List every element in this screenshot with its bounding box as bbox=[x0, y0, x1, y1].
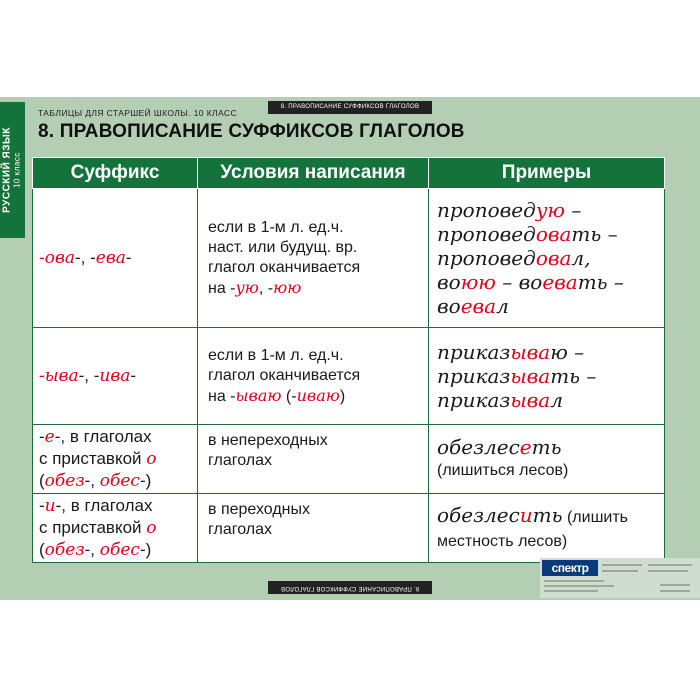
condition-line: глаголах bbox=[208, 452, 272, 469]
table-row bbox=[33, 494, 665, 563]
fine-print bbox=[602, 564, 642, 566]
text: ть bbox=[531, 435, 562, 459]
text: ть – bbox=[571, 222, 618, 246]
rules-table bbox=[32, 157, 665, 563]
text: во bbox=[437, 294, 461, 318]
example-line bbox=[437, 388, 658, 412]
text: проповед bbox=[437, 222, 536, 246]
condition-cell bbox=[198, 494, 429, 563]
example-meaning: местность лесов) bbox=[437, 532, 568, 550]
text: -, bbox=[84, 471, 100, 490]
condition-line: глагол оканчивается bbox=[208, 366, 361, 384]
publisher-block bbox=[540, 558, 700, 598]
separator-text: -, - bbox=[78, 366, 100, 385]
fine-print bbox=[544, 590, 598, 592]
condition-line bbox=[208, 278, 420, 299]
suffix-line bbox=[39, 470, 193, 492]
example-line bbox=[437, 246, 658, 270]
text: , - bbox=[258, 279, 274, 297]
condition-line: если в 1-м л. ед.ч. bbox=[208, 218, 344, 236]
example-cell bbox=[429, 425, 665, 494]
example-cell bbox=[429, 494, 665, 563]
text: ть bbox=[532, 502, 563, 527]
text: л bbox=[496, 294, 509, 318]
condition-cell bbox=[198, 189, 429, 328]
example-line bbox=[437, 198, 658, 222]
suffix-cell bbox=[33, 328, 198, 425]
ending-text: ую bbox=[535, 198, 566, 222]
text: ть – bbox=[550, 364, 597, 388]
fine-print bbox=[602, 570, 638, 572]
text: ( bbox=[39, 471, 45, 490]
table-header-row bbox=[33, 158, 665, 189]
condition-line bbox=[208, 386, 420, 407]
suffix-line bbox=[39, 495, 193, 517]
example-line bbox=[437, 503, 658, 530]
suffix-text: ева bbox=[95, 248, 126, 268]
text: на - bbox=[208, 279, 236, 297]
condition-line: глаголах bbox=[208, 521, 272, 538]
condition-line: в непереходных bbox=[208, 432, 328, 449]
example-line bbox=[437, 364, 658, 388]
example-line bbox=[437, 270, 658, 294]
condition-line: в переходных bbox=[208, 501, 310, 518]
table-row bbox=[33, 425, 665, 494]
suffix-line bbox=[39, 517, 193, 539]
suffix-text: ева bbox=[542, 270, 578, 294]
suffix-line bbox=[39, 426, 193, 448]
text: – во bbox=[495, 270, 543, 294]
text: ( bbox=[39, 540, 45, 559]
example-line bbox=[437, 435, 658, 459]
text: -) bbox=[139, 471, 152, 490]
text: ) bbox=[339, 387, 346, 405]
example-line bbox=[437, 222, 658, 246]
header-conditions: Условия написания bbox=[198, 158, 429, 189]
separator-text: -, - bbox=[75, 248, 96, 267]
text: ю – bbox=[550, 340, 585, 364]
suffix-text: и bbox=[519, 502, 533, 527]
suffix-text: ева bbox=[460, 294, 497, 318]
text: -, в глаголах bbox=[54, 427, 152, 446]
text: во bbox=[437, 270, 461, 294]
table-row bbox=[33, 328, 665, 425]
suffix-cell bbox=[33, 494, 198, 563]
suffix-text: ива bbox=[99, 366, 131, 386]
text: – bbox=[565, 198, 582, 222]
header-examples: Примеры bbox=[429, 158, 665, 189]
example-line bbox=[437, 294, 658, 318]
text: (- bbox=[281, 387, 297, 405]
text: л, bbox=[571, 246, 591, 270]
fine-print bbox=[544, 585, 614, 587]
grade-label: 10 класс bbox=[12, 152, 22, 188]
example-meaning: (лишиться лесов) bbox=[437, 462, 569, 479]
example-cell bbox=[429, 328, 665, 425]
separator-text: - bbox=[125, 248, 132, 267]
text: на - bbox=[208, 387, 236, 405]
text: ть – bbox=[577, 270, 624, 294]
prefix-text: обес bbox=[99, 540, 140, 560]
text: обезлес bbox=[437, 435, 520, 459]
suffix-text: -ыва bbox=[39, 366, 79, 386]
example-meaning: (лишить bbox=[562, 508, 628, 526]
ending-text: иваю bbox=[296, 385, 340, 405]
text: -, bbox=[84, 540, 100, 559]
suffix-text: ыва bbox=[510, 340, 551, 364]
condition-line: если в 1-м л. ед.ч. bbox=[208, 346, 344, 364]
page-title: 8. ПРАВОПИСАНИЕ СУФФИКСОВ ГЛАГОЛОВ bbox=[38, 121, 465, 142]
prefix-text: обез bbox=[44, 471, 85, 491]
suffix-cell bbox=[33, 189, 198, 328]
subject-label: РУССКИЙ ЯЗЫК bbox=[1, 127, 13, 213]
condition-line: глагол оканчивается bbox=[208, 258, 361, 276]
text: -) bbox=[139, 540, 152, 559]
header-suffix: Суффикс bbox=[33, 158, 198, 189]
subject-tab-text bbox=[3, 127, 22, 213]
table-row bbox=[33, 189, 665, 328]
ending-text: ую bbox=[235, 277, 259, 297]
fine-print bbox=[648, 564, 692, 566]
example-line bbox=[437, 340, 658, 364]
separator-text: - bbox=[130, 366, 137, 385]
text: -, в глаголах bbox=[55, 496, 153, 515]
series-label: ТАБЛИЦЫ ДЛЯ СТАРШЕЙ ШКОЛЫ. 10 КЛАСС bbox=[38, 108, 237, 118]
ending-text: юю bbox=[460, 270, 496, 294]
suffix-text: ыва bbox=[510, 388, 551, 412]
suffix-line bbox=[39, 448, 193, 470]
text: приказ bbox=[437, 364, 511, 388]
fine-print bbox=[648, 570, 688, 572]
prefix-text: обез bbox=[44, 540, 85, 560]
ending-text: ываю bbox=[235, 385, 282, 405]
prefix-text: о bbox=[146, 449, 157, 469]
suffix-text: и bbox=[44, 496, 56, 516]
fine-print bbox=[544, 580, 604, 582]
text: проповед bbox=[437, 198, 536, 222]
condition-cell bbox=[198, 425, 429, 494]
top-banner: 8. ПРАВОПИСАНИЕ СУФФИКСОВ ГЛАГОЛОВ bbox=[268, 101, 432, 114]
fine-print bbox=[660, 590, 690, 592]
text: - bbox=[39, 496, 45, 515]
bottom-banner: 8. ПРАВОПИСАНИЕ СУФФИКСОВ ГЛАГОЛОВ bbox=[268, 581, 432, 594]
suffix-line bbox=[39, 539, 193, 561]
condition-line: наст. или будущ. вр. bbox=[208, 238, 358, 256]
example-cell bbox=[429, 189, 665, 328]
ending-text: юю bbox=[273, 277, 302, 297]
text: приказ bbox=[437, 340, 511, 364]
suffix-text: ова bbox=[535, 222, 572, 246]
text: - bbox=[39, 427, 45, 446]
suffix-text: ова bbox=[535, 246, 572, 270]
suffix-text: -ова bbox=[39, 248, 76, 268]
text: с приставкой bbox=[39, 518, 147, 537]
text: приказ bbox=[437, 388, 511, 412]
suffix-text: е bbox=[519, 435, 532, 459]
text: с приставкой bbox=[39, 449, 147, 468]
suffix-text: е bbox=[44, 427, 55, 447]
condition-cell bbox=[198, 328, 429, 425]
text: обезлес bbox=[437, 502, 520, 527]
fine-print bbox=[660, 584, 690, 586]
publisher-logo: спектр bbox=[542, 560, 598, 576]
text: л bbox=[550, 388, 563, 412]
suffix-cell bbox=[33, 425, 198, 494]
prefix-text: о bbox=[146, 518, 157, 538]
prefix-text: обес bbox=[99, 471, 140, 491]
text: проповед bbox=[437, 246, 536, 270]
suffix-text: ыва bbox=[510, 364, 551, 388]
